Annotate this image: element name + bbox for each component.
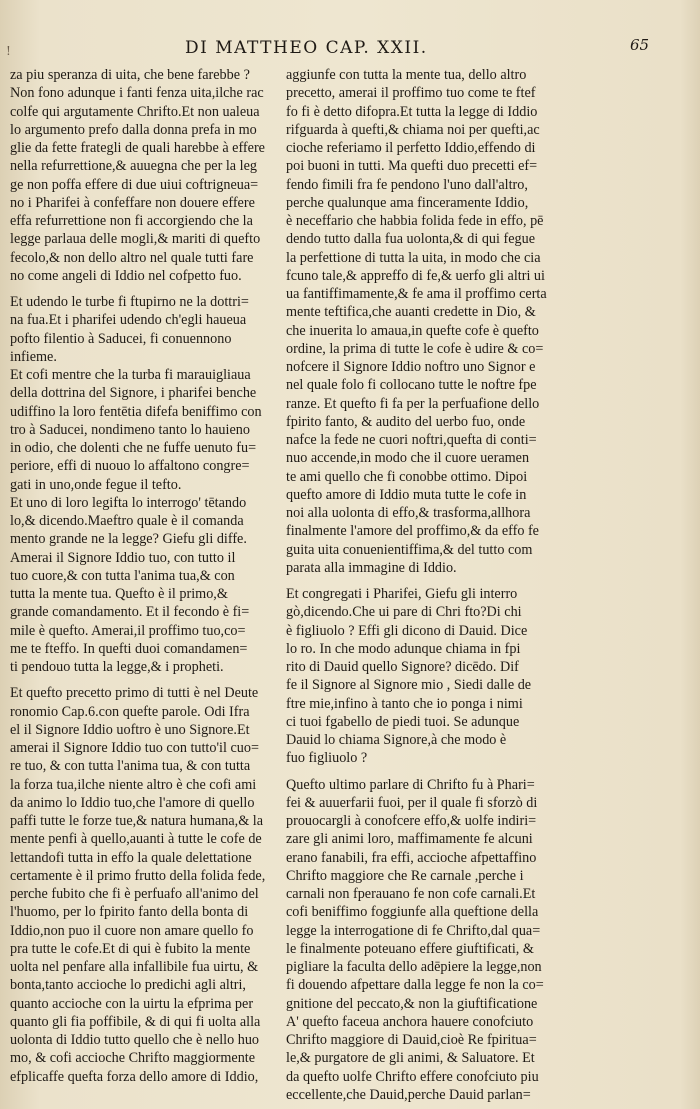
text-line: quefto amore di Iddio muta tutte le cofe in xyxy=(286,486,527,503)
text-line: nafce la fede ne cuori noftri,quefta di conti= xyxy=(286,432,537,448)
text-line: è figliuolo ? Effi gli dicono di Dauid. Dice xyxy=(286,622,528,639)
text-line: tuo cuore,& con tutta l'anima tua,& con xyxy=(10,567,235,584)
text-line: parata alla immagine di Iddio. xyxy=(286,559,457,576)
text-line: ua fantiffimamente,& fe ama il proffimo certa xyxy=(286,286,547,302)
text-line: Dauid lo chiama Signore,à che modo è xyxy=(286,732,507,748)
text-line: ci tuoi fgabello de piedi tuoi. Se adunque xyxy=(286,713,520,730)
text-line: el il Signore Iddio uoftro è uno Signore.Et xyxy=(10,721,250,738)
text-line: nuo accende,in modo che il cuore ueramen xyxy=(286,450,530,467)
text-line: aggiunfe con tutta la mente tua, dello altro xyxy=(286,67,527,83)
text-line: fei & auuerfarii fuoi, per il quale fi sforzò di xyxy=(286,794,538,811)
text-line: infieme. xyxy=(10,348,57,365)
text-line: fo fi è detto difopra.Et tutta la legge di Iddio xyxy=(286,103,538,120)
text-line: udiffino la loro fentētia difefa beniffimo con xyxy=(10,403,262,420)
text-line: Et congregati i Pharifei, Giefu gli interro xyxy=(286,586,518,602)
text-line: finalmente l'amore del proffimo,& da effo fe xyxy=(286,523,539,540)
text-line: Quefto ultimo parlare di Chrifto fu à Phari= xyxy=(286,776,535,793)
text-line: dendo tutto dalla fua uolonta,& di qui fegue xyxy=(286,231,536,248)
text-line: quanto accioche con la uirtu la efprima per xyxy=(10,995,254,1012)
text-line: no i Pharifei à confeffare non douere effere xyxy=(10,194,255,211)
text-line: della dottrina del Signore, i pharifei benche xyxy=(10,385,257,402)
text-line: glie da fette frategli de quali harebbe à effere xyxy=(10,140,265,156)
text-line: zare gli animi loro, maffimamente fe alcuni xyxy=(286,831,533,848)
text-line: da animo lo Iddio tuo,che l'amore di quello xyxy=(10,794,255,811)
text-line: mento grande ne la legge? Giefu gli diffe. xyxy=(10,531,247,548)
text-line: mile è quefto. Amerai,il proffimo tuo,co= xyxy=(10,622,246,639)
text-line: la forza tua,ilche niente altro è che cofi ami xyxy=(10,776,257,793)
text-line: na fua.Et i pharifei udendo ch'egli haueua xyxy=(10,312,247,329)
text-line: colfe qui argutamente Chrifto.Et non ualeua xyxy=(10,103,260,120)
text-line: è neceffario che habbia folida fede in effo, pē xyxy=(286,213,544,229)
text-line: mente penfi à quello,auanti à tutte le cofe de xyxy=(10,831,262,848)
text-line: tro à Saducei, nondimeno tanto lo hauieno xyxy=(10,421,250,438)
text-line: nel quale folo fi collocano tutte le noftre fpe xyxy=(286,377,537,394)
text-line: legge la interrogatione di fe Chrifto,dal qua= xyxy=(286,922,541,939)
text-line: poi buoni in tutti. Ma quefti duo precetti ef= xyxy=(286,158,538,175)
text-line: Chrifto maggiore che Re carnale ,perche i xyxy=(286,867,524,884)
text-line xyxy=(286,768,576,776)
text-line: le finalmente poteuano effere giuftificati, & xyxy=(286,940,534,957)
text-line: quanto gli fia poffibile, & di qui fi uolta alla xyxy=(10,1013,261,1030)
running-head xyxy=(0,36,700,64)
text-line: uolonta di Iddio tutto quello che è nello huo xyxy=(10,1032,260,1048)
text-line: precetto, amerai il proffimo tuo come te ftef xyxy=(286,85,536,102)
text-line: fi douendo afpettare dalla legge fe non la co= xyxy=(286,977,544,994)
text-line: in odio, che dolenti che ne fuffe uenuto fu= xyxy=(10,440,257,456)
text-line: rifguarda à quefti,& chiama noi per quefti,ac xyxy=(286,121,540,138)
text-line: Iddio,non puo il cuore non amare quello fo xyxy=(10,922,254,939)
text-line: ftre mie,infino à tanto che io ponga i nimi xyxy=(286,695,523,712)
left-text-column xyxy=(10,66,282,1086)
text-line xyxy=(10,676,282,684)
text-line: l'huomo, per lo fpirito fanto della bonta di xyxy=(10,904,249,921)
text-line: perche fubito che fi è perfuafo all'animo del xyxy=(10,886,259,902)
text-line: ti pendouo tutta la legge,& i propheti. xyxy=(10,659,224,675)
text-line: pofto filentio à Saducei, fi conuennono xyxy=(10,330,232,347)
text-line: Et udendo le turbe fi ftupirno ne la dottri= xyxy=(10,294,249,310)
text-line: prouocargli à conofcere effo,& uolfe indiri= xyxy=(286,813,537,829)
text-line: mo, & cofi accioche Chrifto maggiormente xyxy=(10,1050,256,1067)
text-line: Et quefto precetto primo di tutti è nel Deute xyxy=(10,685,259,702)
text-line: legge parlaua delle mogli,& mariti di quefto xyxy=(10,231,261,248)
text-line: fuo figliuolo ? xyxy=(286,750,368,767)
text-line: perche qualunque ama finceramente Iddio, xyxy=(286,194,529,211)
text-line: fcuno tale,& appreffo di fe,& uerfo gli altri ui xyxy=(286,267,545,284)
text-line: ge non poffa effere di due uiui coftrigneua= xyxy=(10,176,259,193)
text-line: lo ro. In che modo adunque chiama in fpi xyxy=(286,640,521,657)
text-line: Chrifto maggiore di Dauid,cioè Re fpiritua= xyxy=(286,1032,537,1048)
text-line: lo argumento prefo dalla donna prefa in mo xyxy=(10,121,257,138)
text-line: certamente è il primo frutto della folida fede, xyxy=(10,867,266,884)
text-line: amerai il Signore Iddio tuo con tutto'il cuo= xyxy=(10,740,259,756)
text-line: za piu speranza di uita, che bene farebbe ? xyxy=(10,67,250,83)
text-line: ranze. Et quefto fi fa per la perfuafione dello xyxy=(286,395,540,412)
text-line: lo,& dicendo.Maeftro quale è il comanda xyxy=(10,513,244,529)
text-line: le,& purgatore de gli animi, & Saluatore. Et xyxy=(286,1050,535,1067)
text-line: noi alla uolonta di effo,& trasforma,allhora xyxy=(286,505,531,521)
text-line: no come angeli di Iddio nel cofpetto fuo. xyxy=(10,267,242,284)
text-line: ordine, la prima di tutte le cofe è udire & co= xyxy=(286,340,544,357)
text-line: gò,dicendo.Che ui pare di Chri fto?Di chi xyxy=(286,604,522,621)
text-line: Et cofi mentre che la turba fi marauigliaua xyxy=(10,367,251,383)
text-line: cioche referiamo il perfetto Iddio,effendo di xyxy=(286,140,536,156)
text-line: guita uita conuenientiffima,& del tutto com xyxy=(286,541,533,558)
text-line: gnitione del peccato,& non la giuftificatione xyxy=(286,995,538,1012)
text-line: gati in uno,onde fegue il tefto. xyxy=(10,476,182,493)
text-line: fe il Signore al Signore mio , Siedi dalle de xyxy=(286,677,532,694)
text-line: da quefto uolfe Chrifto effere conofciuto piu xyxy=(286,1068,539,1085)
text-line: paffi tutte le forze tue,& natura humana,& la xyxy=(10,813,264,829)
text-line: periore, effi di nuouo lo affaltono congre= xyxy=(10,458,250,475)
text-line: Et uno di loro legifta lo interrogo' tētando xyxy=(10,494,247,511)
text-line: te ami quello che fi conobbe ottimo. Dipoi xyxy=(286,468,528,485)
text-line: me te fteffo. In quefti duoi comandamen= xyxy=(10,640,248,657)
running-head-title: DI MATTHEO CAP. XXII. xyxy=(185,38,428,58)
text-line: uolta nel penfare alla infallibile fua uirtu, & xyxy=(10,959,259,975)
text-line: rito di Dauid quello Signore? dicēdo. Dif xyxy=(286,659,519,675)
text-line: re tuo, & con tutta l'anima tua, & con tutta xyxy=(10,758,251,775)
text-line: cofi beniffimo foggiunfe alla queftione della xyxy=(286,904,539,921)
text-line: lettandofi tutta in effo la quale delettatione xyxy=(10,849,252,866)
text-line: grande comandamento. Et il fecondo è fi= xyxy=(10,604,250,621)
text-line: pigliare la faculta dello adēpiere la legge,non xyxy=(286,959,542,975)
text-line: A' quefto faceua anchora hauere conofciuto xyxy=(286,1013,534,1030)
text-line: Amerai il Signore Iddio tuo, con tutto il xyxy=(10,549,236,566)
text-line xyxy=(10,285,282,293)
text-line: fecolo,& non dello altro nel quale tutti fare xyxy=(10,249,254,266)
text-line: erano fanabili, fra effi, accioche afpettaffino xyxy=(286,849,537,866)
text-line: eccellente,che Dauid,perche Dauid parlan= xyxy=(286,1086,531,1103)
text-line xyxy=(286,577,576,585)
text-line: Non fono adunque i fanti fenza uita,ilche rac xyxy=(10,85,264,102)
page-number: 65 xyxy=(630,36,650,54)
text-line: mente teftifica,che auanti credette in Dio, & xyxy=(286,304,536,321)
text-line: che inuerita lo amaua,in quefte cofe è quefto xyxy=(286,322,539,339)
text-line: carnali non fperauano fe non cofe carnali.Et xyxy=(286,886,536,902)
text-line: pra tutte le cofe.Et di qui è fubito la mente xyxy=(10,940,251,957)
margin-mark: ! xyxy=(6,44,11,58)
text-line: fpirito fanto, & audito del uerbo fuo, onde xyxy=(286,413,526,430)
right-text-column xyxy=(286,66,576,1104)
text-line: ronomio Cap.6.con quefte parole. Odi Ifra xyxy=(10,703,250,720)
text-line: bonta,tanto accioche lo predichi agli altri, xyxy=(10,977,246,994)
text-line: efplicaffe quefta forza dello amore di Iddio, xyxy=(10,1068,259,1085)
text-line: tutta la mente tua. Quefto è il primo,& xyxy=(10,586,228,602)
text-line: nella refurrettione,& auuegna che per la leg xyxy=(10,158,257,175)
text-line: effa refurrettione non fi accorgiendo che la xyxy=(10,213,253,229)
text-line: la perfettione di tutta la uita, in modo che cia xyxy=(286,249,541,266)
text-line: fendo fimili fra fe pendono l'uno dall'altro, xyxy=(286,176,528,193)
text-line: nofcere il Signore Iddio noftro uno Signor e xyxy=(286,359,536,375)
